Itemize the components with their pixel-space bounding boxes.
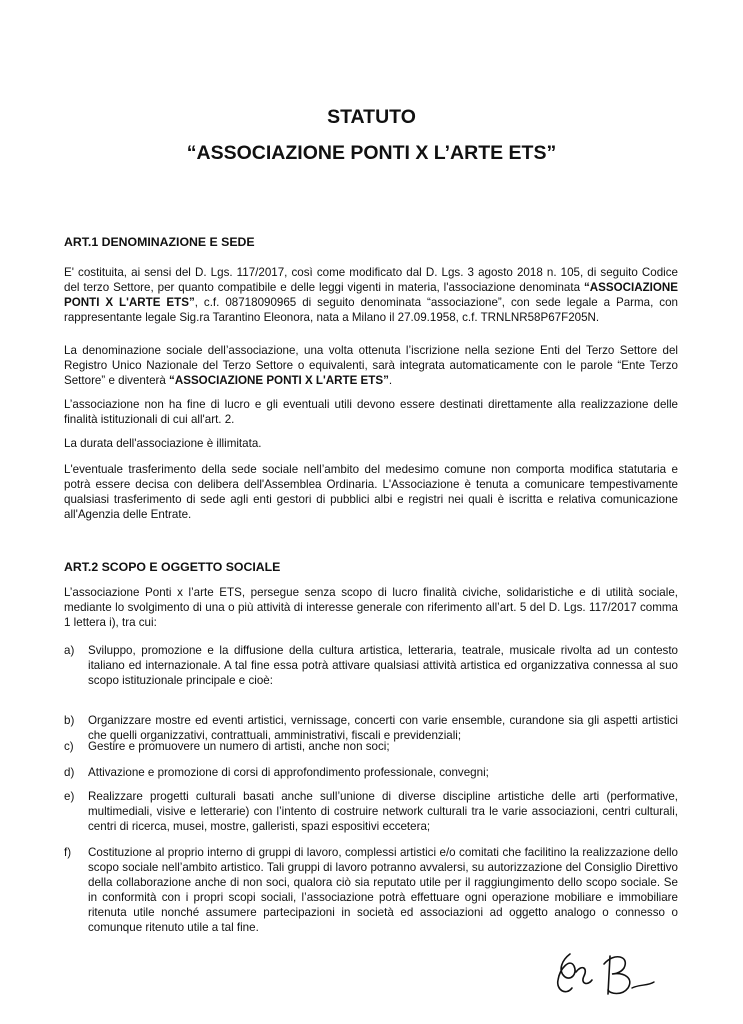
document-title: STATUTO (327, 106, 416, 128)
list-item-text: Costituzione al proprio interno di gruppi di lavoro, complessi artistici e/o comitati che facilitino la realizzazione dello scopo sociale nell’ambito artistico. Tali gruppi di lavoro potranno avvalersi, su autorizzazione del Consiglio Direttivo della collaborazione anche di non soci, qualora ciò sia reputato utile per il raggiungimento dello scopo sociale. Se in conformità con i propri scopi sociali, l’associazione potrà effettuare ogni operazione mobiliare e immobiliare ritenuta utile nonché assumere partecipazioni in società ed associazioni ad oggetto analogo o connesso o comunque ritenuto utile a tal fine. (88, 846, 678, 934)
list-item-marker: a) (64, 644, 75, 657)
art2-intro: L’associazione Ponti x l’arte ETS, persegue senza scopo di lucro finalità civiche, solidaristiche e di utilità sociale, mediante lo svolgimento di una o più attività di interesse generale con riferimento all’art. 5 del D. Lgs. 117/2017 comma 1 lettera i), tra cui: (64, 586, 678, 629)
association-name-title: “ASSOCIAZIONE PONTI X L’ARTE ETS” (186, 142, 557, 164)
art1-p1-text-c: , c.f. 08718090965 di seguito denominata “associazione”, con sede legale a Parma, con rappresentante legale Sig.ra Tarantino Eleonora, nata a Milano il 27.09.1958, c.f. TRNLNR58P67F205N. (64, 296, 678, 324)
handwritten-initials-signature (548, 942, 658, 1002)
art1-paragraph-4: La durata dell'associazione è illimitata. (64, 437, 262, 450)
list-item-text: Attivazione e promozione di corsi di approfondimento professionale, convegni; (88, 766, 489, 779)
list-item-marker: f) (64, 846, 72, 859)
list-item-marker: d) (64, 766, 75, 779)
art1-paragraph-1 (64, 265, 678, 325)
art1-p2-association-name: “ASSOCIAZIONE PONTI X L'ARTE ETS” (169, 374, 389, 387)
art1-p1-text-a: E' costituita, ai sensi del D. Lgs. 117/2017, così come modificato dal D. Lgs. 3 agosto 2018 n. 105, di seguito Codice del terzo Settore, per quanto compatibile e delle leggi vigenti in materia, l'associazione denominata (64, 266, 678, 294)
art1-paragraph-5: L'eventuale trasferimento della sede sociale nell’ambito del medesimo comune non comporta modifica statutaria e potrà essere decisa con delibera dell'Assemblea Ordinaria. L'Associazione è tenuta a comunicare tempestivamente qualsiasi trasferimento di sede agli enti gestori di pubblici albi e registri nei quali è iscritta e relativa comunicazione all'Agenzia delle Entrate. (64, 463, 678, 521)
art1-heading: ART.1 DENOMINAZIONE E SEDE (64, 235, 255, 249)
art1-paragraph-2 (64, 343, 678, 388)
list-item-marker: c) (64, 740, 74, 753)
art2-heading: ART.2 SCOPO E OGGETTO SOCIALE (64, 560, 281, 574)
list-item-text: Realizzare progetti culturali basati anche sull’unione di diverse discipline artistiche delle arti (performative, multimediali, visive e letterarie) con l’intento di costruire network culturali tra le varie associazioni, centri culturali, centri di ricerca, musei, mostre, galleristi, spazi espositivi eccetera; (88, 790, 678, 833)
list-item-text: Gestire e promuovere un numero di artisti, anche non soci; (88, 740, 390, 753)
list-item-marker: e) (64, 790, 75, 803)
art1-p2-text-a: La denominazione sociale dell’associazione, una volta ottenuta l’iscrizione nella sezione Enti del Terzo Settore del Registro Unico Nazionale del Terzo Settore o equivalenti, sarà integrata automaticamente con le parole “Ente Terzo Settore” e diventerà (64, 344, 678, 387)
list-item-marker: b) (64, 714, 75, 727)
art1-p1-association-name: “ASSOCIAZIONE PONTI X L'ARTE ETS” (64, 281, 678, 309)
art1-p2-text-c: . (388, 374, 393, 387)
list-item-text: Organizzare mostre ed eventi artistici, vernissage, concerti con varie ensemble, curandone sia gli aspetti artistici che quelli organizzativi, contrattuali, amministrativi, fiscali e previdenziali; (88, 714, 678, 742)
list-item-text: Sviluppo, promozione e la diffusione della cultura artistica, letteraria, teatrale, musicale rivolta ad un contesto italiano ed internazionale. A tal fine essa potrà attivare qualsiasi attività artistica ed organizzativa connessa al suo scopo istituzionale principale e cioè: (88, 644, 678, 687)
art1-paragraph-3: L’associazione non ha fine di lucro e gli eventuali utili devono essere destinati direttamente alla realizzazione delle finalità istituzionali di cui all'art. 2. (64, 398, 678, 426)
